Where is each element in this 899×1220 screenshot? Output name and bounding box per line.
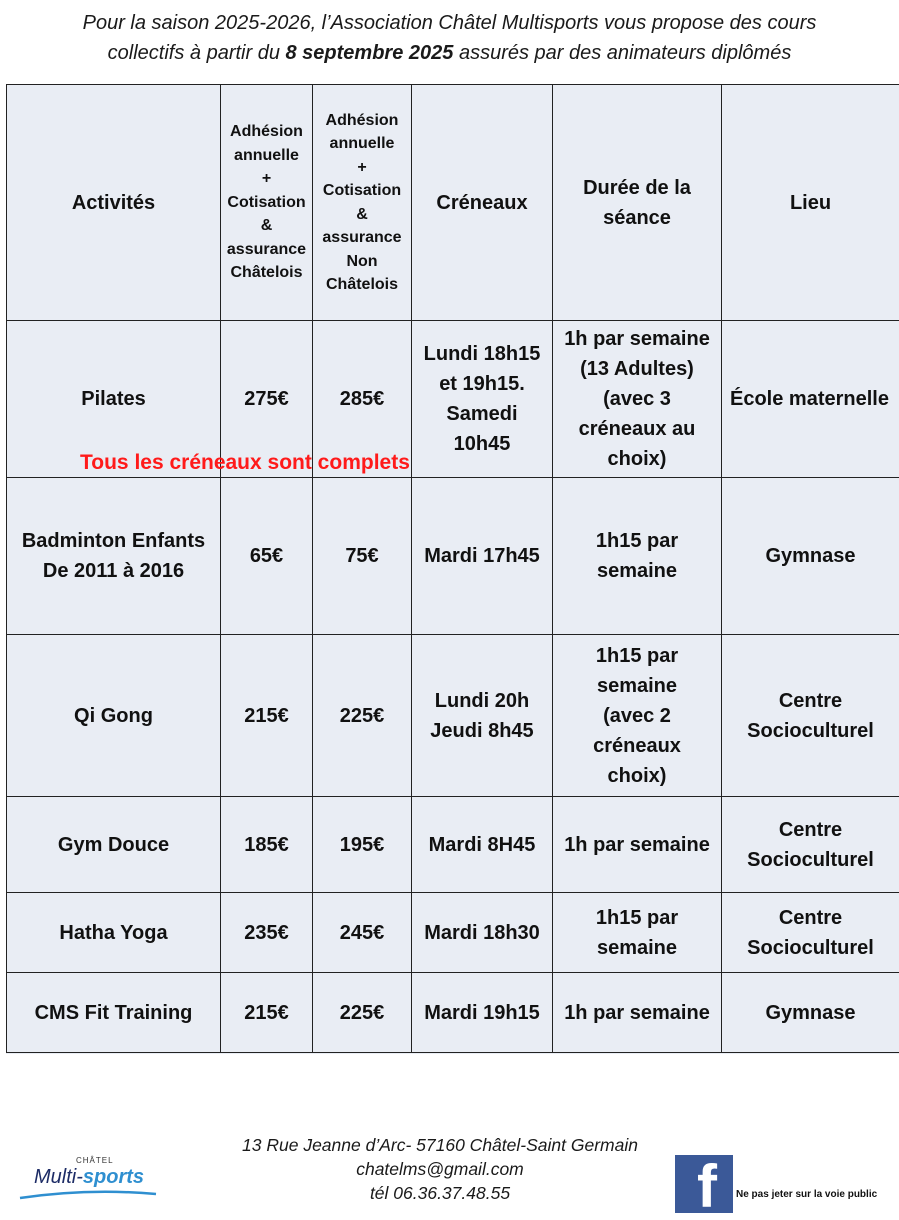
cell-prix-non-chatelois: 75€	[313, 478, 412, 635]
cell-line: Mardi 17h45	[414, 541, 550, 571]
cell-line: choix)	[555, 444, 719, 474]
table-row	[7, 893, 899, 973]
cell-line: Socioculturel	[724, 845, 897, 875]
table-row	[7, 797, 899, 893]
cell-prix-non-chatelois: 195€	[313, 797, 412, 893]
header-lieu: Lieu	[722, 85, 899, 321]
cell-line: 1h15 par	[555, 526, 719, 556]
cell-line: Socioculturel	[724, 933, 897, 963]
cell-creneaux	[412, 635, 553, 797]
cell-duree	[553, 635, 722, 797]
cell-line: Châtelois	[223, 261, 310, 285]
cell-line: annuelle	[315, 132, 409, 156]
cell-line: Mardi 18h30	[414, 918, 550, 948]
cell-line: 1h par semaine	[555, 998, 719, 1028]
cell-line: Lundi 20h	[414, 686, 550, 716]
cell-line: Mardi 8H45	[414, 830, 550, 860]
cell-line: semaine	[555, 556, 719, 586]
cell-prix-chatelois: 235€	[221, 893, 313, 973]
cell-prix-chatelois: 215€	[221, 635, 313, 797]
cell-line: École maternelle	[730, 384, 897, 414]
intro-text	[0, 8, 899, 68]
cell-lieu	[722, 797, 899, 893]
cell-creneaux	[412, 321, 553, 478]
cell-prix-chatelois: 215€	[221, 973, 313, 1053]
cell-prix-chatelois: 65€	[221, 478, 313, 635]
header-activites: Activités	[7, 85, 221, 321]
cell-line: Cotisation	[315, 179, 409, 203]
cell-line: Gymnase	[724, 998, 897, 1028]
cell-line: Hatha Yoga	[9, 918, 218, 948]
cell-duree	[553, 321, 722, 478]
cell-activite	[7, 973, 221, 1053]
header-prix-non-chatelois	[313, 85, 412, 321]
cell-line: assurance	[315, 226, 409, 250]
intro-line-2	[0, 38, 899, 68]
cell-line: +	[223, 167, 310, 191]
cell-line: (avec 3	[555, 384, 719, 414]
cell-line: &	[223, 214, 310, 238]
cell-prix-non-chatelois: 225€	[313, 973, 412, 1053]
cell-creneaux	[412, 478, 553, 635]
cell-activite	[7, 797, 221, 893]
cell-prix-non-chatelois: 285€	[313, 321, 412, 478]
cell-line: CMS Fit Training	[9, 998, 218, 1028]
cell-line: Centre	[724, 903, 897, 933]
cell-prix-non-chatelois: 245€	[313, 893, 412, 973]
cell-line: 1h15 par	[555, 903, 719, 933]
notice-complet: Tous les créneaux sont complets	[80, 451, 410, 475]
cell-line: Socioculturel	[724, 716, 897, 746]
cell-line: Châtelois	[315, 273, 409, 297]
cell-line: 10h45	[414, 429, 550, 459]
facebook-icon[interactable]	[675, 1155, 733, 1213]
cell-line: Cotisation	[223, 191, 310, 215]
cell-line: choix)	[555, 761, 719, 791]
cell-line: Badminton Enfants	[9, 526, 218, 556]
cell-line: annuelle	[223, 144, 310, 168]
cell-line: Mardi 19h15	[414, 998, 550, 1028]
footer-contact	[200, 1133, 680, 1205]
cell-line: 1h par semaine	[555, 830, 719, 860]
cell-line: Durée de la	[555, 173, 719, 203]
cell-line: Lundi 18h15	[414, 339, 550, 369]
cell-line: Adhésion	[315, 109, 409, 133]
cell-line: Samedi	[414, 399, 550, 429]
cell-activite	[7, 893, 221, 973]
cell-activite	[7, 478, 221, 635]
cell-line: Centre	[724, 686, 897, 716]
cell-activite	[7, 635, 221, 797]
cell-duree	[553, 478, 722, 635]
logo-multi: Multi-	[34, 1166, 83, 1188]
schedule-table	[6, 84, 899, 1053]
cell-creneaux	[412, 973, 553, 1053]
intro-line-2-end: assurés par des animateurs diplômés	[453, 42, 791, 64]
cell-line: (avec 2	[555, 701, 719, 731]
cell-line: Adhésion	[223, 120, 310, 144]
cell-line: &	[315, 203, 409, 227]
cell-lieu	[722, 893, 899, 973]
cell-line: Centre	[724, 815, 897, 845]
cell-line: Qi Gong	[9, 701, 218, 731]
table-row	[7, 635, 899, 797]
footer-email[interactable]: chatelms@gmail.com	[200, 1157, 680, 1181]
intro-line-2-start: collectifs à partir du	[108, 42, 286, 64]
logo-small-text: CHÂTEL	[76, 1156, 114, 1165]
table-header-row	[7, 85, 899, 321]
footer-address: 13 Rue Jeanne d’Arc- 57160 Châtel-Saint Germain	[200, 1133, 680, 1157]
cell-line: (13 Adultes)	[555, 354, 719, 384]
logo-sports: sports	[83, 1166, 144, 1188]
header-creneaux: Créneaux	[412, 85, 553, 321]
header-duree	[553, 85, 722, 321]
cell-line: Non	[315, 250, 409, 274]
cell-lieu	[722, 635, 899, 797]
cell-creneaux	[412, 797, 553, 893]
header-prix-chatelois	[221, 85, 313, 321]
table-row	[7, 973, 899, 1053]
footer-phone: tél 06.36.37.48.55	[200, 1181, 680, 1205]
logo-text	[34, 1166, 144, 1189]
cell-line: créneaux	[555, 731, 719, 761]
cell-line: et 19h15.	[414, 369, 550, 399]
cell-lieu	[722, 973, 899, 1053]
cell-lieu	[722, 478, 899, 635]
cell-duree	[553, 797, 722, 893]
multisports-logo	[18, 1150, 168, 1210]
cell-line: 1h par semaine	[555, 324, 719, 354]
cell-line: Jeudi 8h45	[414, 716, 550, 746]
cell-line: +	[315, 156, 409, 180]
cell-line: De 2011 à 2016	[9, 556, 218, 586]
cell-duree	[553, 973, 722, 1053]
intro-line-1: Pour la saison 2025-2026, l’Association Châtel Multisports vous propose des cours	[0, 8, 899, 38]
cell-line: Gym Douce	[9, 830, 218, 860]
cell-line: assurance	[223, 238, 310, 262]
intro-start-date: 8 septembre 2025	[286, 42, 454, 64]
cell-line: semaine	[555, 933, 719, 963]
cell-line: créneaux au	[555, 414, 719, 444]
bottom-notice: Ne pas jeter sur la voie public	[736, 1189, 877, 1200]
cell-lieu	[722, 321, 899, 478]
cell-line: Pilates	[9, 384, 218, 414]
facebook-letter: f	[697, 1157, 717, 1217]
table-row	[7, 478, 899, 635]
logo-swoosh-icon	[18, 1188, 158, 1202]
cell-prix-chatelois: 185€	[221, 797, 313, 893]
cell-line: séance	[555, 203, 719, 233]
cell-line: semaine	[555, 671, 719, 701]
cell-duree	[553, 893, 722, 973]
cell-line: 1h15 par	[555, 641, 719, 671]
cell-creneaux	[412, 893, 553, 973]
cell-line: Gymnase	[724, 541, 897, 571]
cell-prix-non-chatelois: 225€	[313, 635, 412, 797]
cell-prix-chatelois: 275€	[221, 321, 313, 478]
